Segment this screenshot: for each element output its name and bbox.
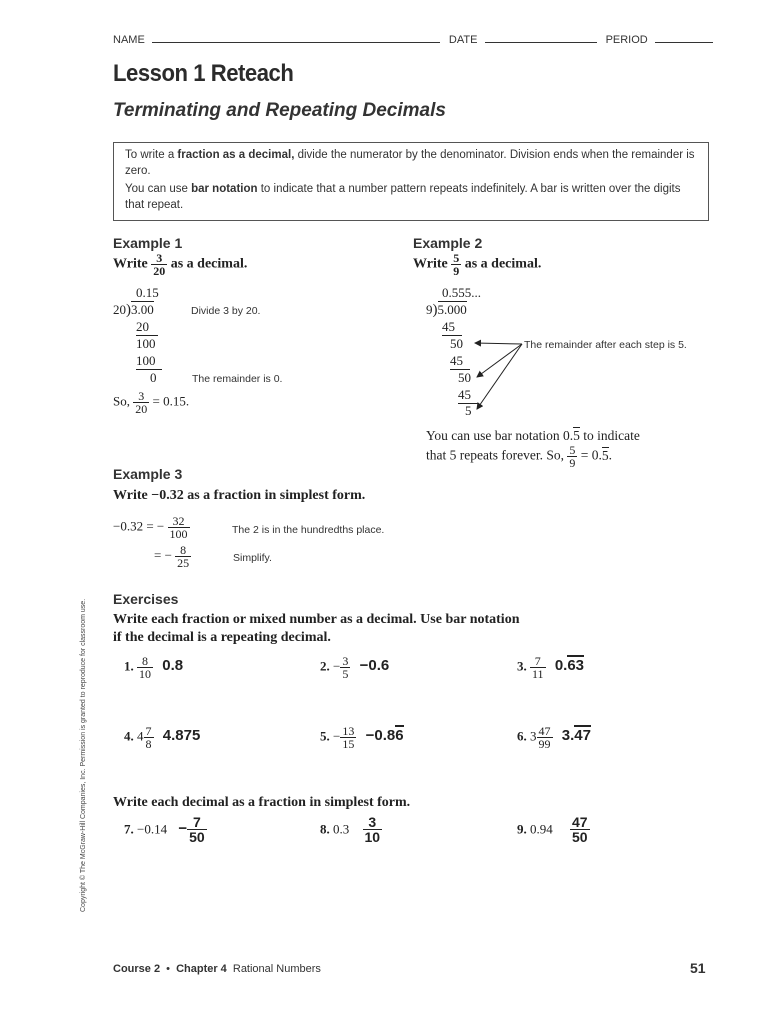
example1-step: 100 bbox=[136, 336, 156, 351]
exercise-item-5: 5. − $\frac{13}{15}$ −0.86 bbox=[320, 724, 404, 751]
exercise-answer[interactable]: 0.8 bbox=[162, 657, 184, 675]
footer: Course 2 • Chapter 4 Rational Numbers bbox=[113, 963, 321, 975]
side-copyright: Copyright © The McGraw-Hill Companies, Inc. Permission is granted to reproduce for classroom use. bbox=[80, 598, 87, 912]
footer-chapter-title: Rational Numbers bbox=[232, 963, 321, 975]
period-blank[interactable] bbox=[655, 42, 713, 43]
example2-bar-text-2: that 5 repeats forever. So, $\frac{5}{9}$ = 0.5. bbox=[426, 443, 612, 470]
example1-step: 20 bbox=[136, 319, 158, 336]
exercise-answer[interactable]: $\frac{3}{10}$ bbox=[364, 814, 381, 845]
example1-step: 100 bbox=[136, 353, 162, 370]
exercise-item-9: 9. 0.94 $\frac{47}{50}$ bbox=[517, 814, 588, 845]
example2-step: 45 bbox=[450, 353, 470, 370]
example2-step: 5 bbox=[465, 403, 472, 418]
example2-bar-text-1: You can use bar notation 0.5 to indicate bbox=[426, 428, 640, 443]
exercise-item-4: 4. 4 $\frac{7}{8}$ 4.875 bbox=[124, 724, 201, 751]
header bbox=[113, 34, 713, 46]
exercises-instruction-2: if the decimal is a repeating decimal. bbox=[113, 630, 331, 645]
example2-prompt: Write $\frac{5}{9}$ as a decimal. bbox=[413, 251, 542, 278]
exercise-item-7: 7. −0.14 − $\frac{7}{50}$ bbox=[124, 814, 205, 845]
example1-step: 0 bbox=[150, 370, 157, 385]
period-label: PERIOD bbox=[605, 34, 648, 46]
exercise-answer[interactable]: 4.875 bbox=[162, 727, 201, 745]
exercise-answer[interactable]: −0.6 bbox=[359, 657, 390, 675]
example3-note-2: Simplify. bbox=[233, 552, 272, 564]
date-blank[interactable] bbox=[485, 42, 597, 43]
info-paragraph-2: You can use bar notation to indicate that a number pattern repeats indefinitely. A bar is written over the digits that repeat. bbox=[125, 183, 681, 211]
example2-step: 45 bbox=[442, 319, 462, 336]
example2-quotient: 0.555... bbox=[442, 285, 481, 300]
page-number: 51 bbox=[690, 960, 706, 976]
exercises-heading: Exercises bbox=[113, 591, 179, 607]
info-paragraph-1: To write a fraction as a decimal, divide the numerator by the denominator. Division ends when the remainder is zero. bbox=[125, 149, 695, 177]
example3-heading: Example 3 bbox=[113, 466, 183, 482]
exercises-instruction-3: Write each decimal as a fraction in simplest form. bbox=[113, 795, 411, 810]
exercise-item-2: 2. − $\frac{3}{5}$ −0.6 bbox=[320, 654, 390, 681]
page-subtitle: Terminating and Repeating Decimals bbox=[113, 100, 446, 121]
footer-course: Course 2 bbox=[113, 963, 161, 975]
example2-step: 50 bbox=[458, 370, 471, 385]
example3-line1: −0.32 = − $\frac{32}{100}$ bbox=[113, 514, 188, 541]
name-blank[interactable] bbox=[152, 42, 440, 43]
example1-heading: Example 1 bbox=[113, 235, 183, 251]
example3-line2: = − $\frac{8}{25}$ bbox=[154, 543, 190, 570]
page-title: Lesson 1 Reteach bbox=[113, 60, 294, 87]
name-label: NAME bbox=[113, 34, 145, 46]
exercise-item-3: 3. $\frac{7}{11}$ 0.63 bbox=[517, 654, 585, 681]
exercise-answer[interactable]: − $\frac{7}{50}$ bbox=[178, 814, 205, 845]
example1-note-divide: Divide 3 by 20. bbox=[191, 305, 261, 317]
exercise-item-8: 8. 0.3 $\frac{3}{10}$ bbox=[320, 814, 381, 845]
date-label: DATE bbox=[448, 34, 478, 46]
example1-result: So, $\frac{3}{20}$ = 0.15. bbox=[113, 389, 190, 416]
example1-note-remainder: The remainder is 0. bbox=[192, 373, 283, 385]
example1-division: 20)3.00 bbox=[113, 302, 154, 318]
footer-chapter: Chapter 4 bbox=[176, 963, 227, 975]
example3-note-1: The 2 is in the hundredths place. bbox=[232, 524, 385, 536]
exercise-item-1: 1. $\frac{8}{10}$ 0.8 bbox=[124, 654, 184, 681]
example2-step: 50 bbox=[450, 336, 463, 351]
example1-quotient: 0.15 bbox=[136, 285, 159, 300]
example2-step: 45 bbox=[458, 387, 478, 404]
exercise-answer[interactable]: 3.47 bbox=[561, 727, 591, 745]
exercise-answer[interactable]: $\frac{47}{50}$ bbox=[572, 814, 588, 845]
exercises-instruction-1: Write each fraction or mixed number as a decimal. Use bar notation bbox=[113, 612, 520, 627]
example2-division: 9)5.000 bbox=[426, 302, 467, 318]
exercise-answer[interactable]: −0.86 bbox=[365, 727, 404, 745]
example2-heading: Example 2 bbox=[413, 235, 483, 251]
example1-prompt: Write $\frac{3}{20}$ as a decimal. bbox=[113, 251, 248, 278]
example3-instruction: Write −0.32 as a fraction in simplest form. bbox=[113, 488, 366, 503]
exercise-item-6: 6. 3 $\frac{47}{99}$ 3.47 bbox=[517, 724, 591, 751]
info-box bbox=[113, 142, 709, 221]
exercise-answer[interactable]: 0.63 bbox=[554, 657, 585, 675]
example2-note: The remainder after each step is 5. bbox=[524, 339, 687, 351]
